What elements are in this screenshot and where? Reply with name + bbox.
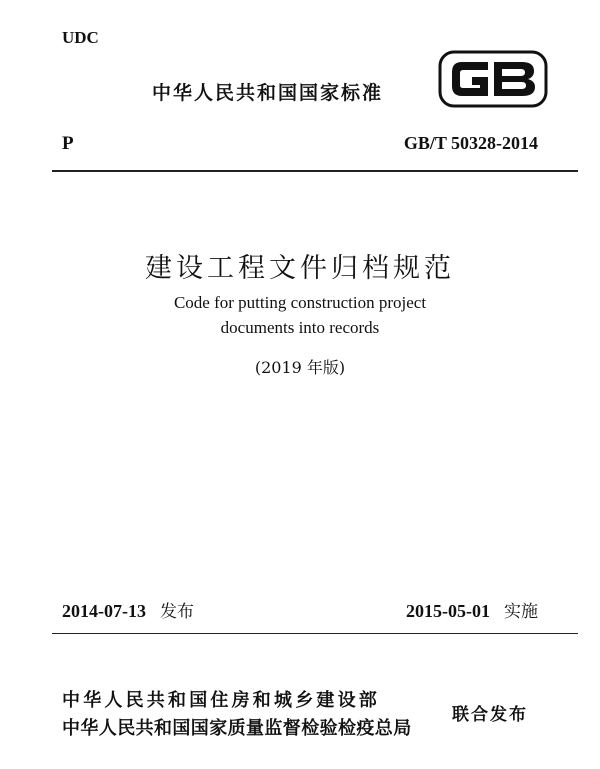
gb-logo-icon: [438, 50, 548, 108]
document-title-chinese: 建设工程文件归档规范: [145, 253, 455, 284]
effective-date: 2015-05-01: [406, 601, 490, 621]
edition-label: (2019 年版): [254, 358, 346, 377]
document-title-english-line2: documents into records: [220, 318, 380, 337]
standard-type: 中华人民共和国国家标准: [152, 82, 384, 104]
document-title-english-line1: Code for putting construction project: [173, 293, 427, 312]
issuer-ministry-housing: 中华人民共和国住房和城乡建设部: [62, 690, 380, 711]
udc-label: UDC: [62, 28, 99, 47]
category-code: P: [62, 133, 74, 154]
top-divider: [52, 170, 578, 172]
issue-date: 2014-07-13: [62, 601, 146, 621]
issue-label: 发布: [160, 602, 194, 622]
standard-number: GB/T 50328-2014: [403, 133, 538, 153]
effective-date-block: [406, 597, 538, 622]
issue-date-block: [62, 597, 194, 622]
issuer-aqsiq: 中华人民共和国国家质量监督检验检疫总局: [62, 718, 412, 739]
bottom-divider: [52, 633, 578, 634]
joint-issue-label: 联合发布: [452, 705, 528, 725]
effective-label: 实施: [504, 602, 538, 622]
